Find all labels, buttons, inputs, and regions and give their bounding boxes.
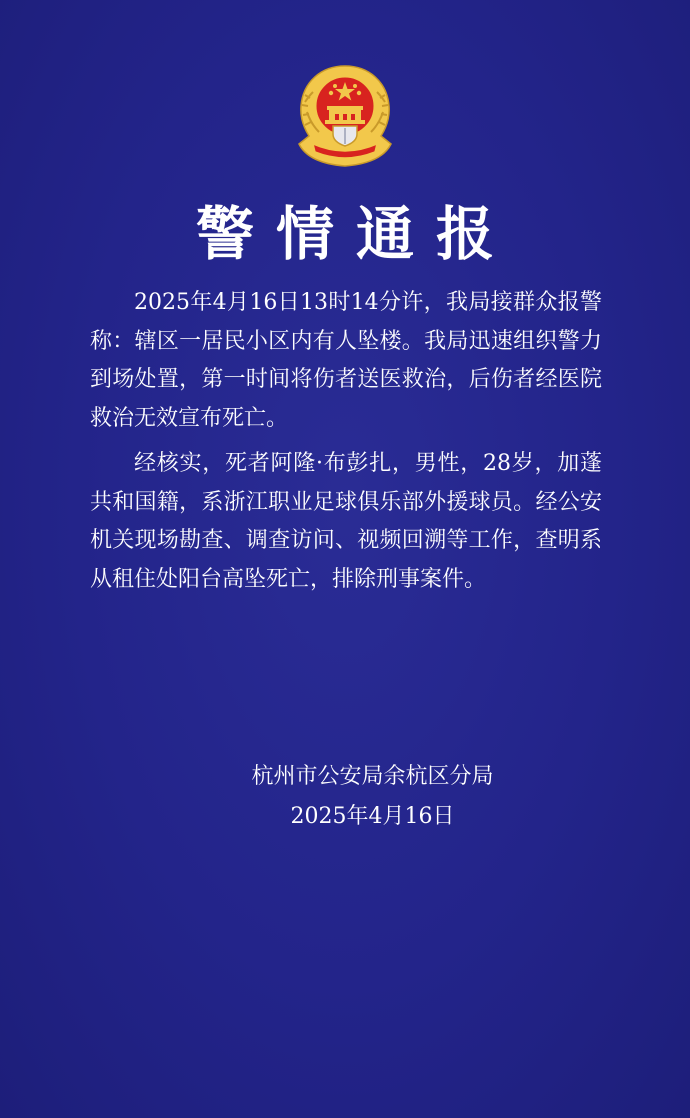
notice-body bbox=[90, 284, 602, 599]
notice-paragraph-1: 2025年4月16日13时14分许，我局接群众报警称：辖区一居民小区内有人坠楼。我局迅速组织警力到场处置，第一时间将伤者送医救治，后伤者经医院救治无效宣布死亡。 bbox=[90, 290, 602, 431]
notice-paragraph-2: 经核实，死者阿隆·布彭扎，男性，28岁，加蓬共和国籍，系浙江职业足球俱乐部外援球员。经公安机关现场勘查、调查访问、视频回溯等工作，查明系从租住处阳台高坠死亡，排除刑事案件。 bbox=[90, 451, 602, 592]
issuer-name: 杭州市公安局余杭区分局 bbox=[251, 764, 494, 789]
issue-date: 2025年4月16日 bbox=[290, 804, 455, 829]
notice-signature bbox=[200, 757, 545, 837]
police-badge-icon bbox=[291, 62, 399, 170]
notice-title: 警情通报 bbox=[195, 200, 516, 268]
